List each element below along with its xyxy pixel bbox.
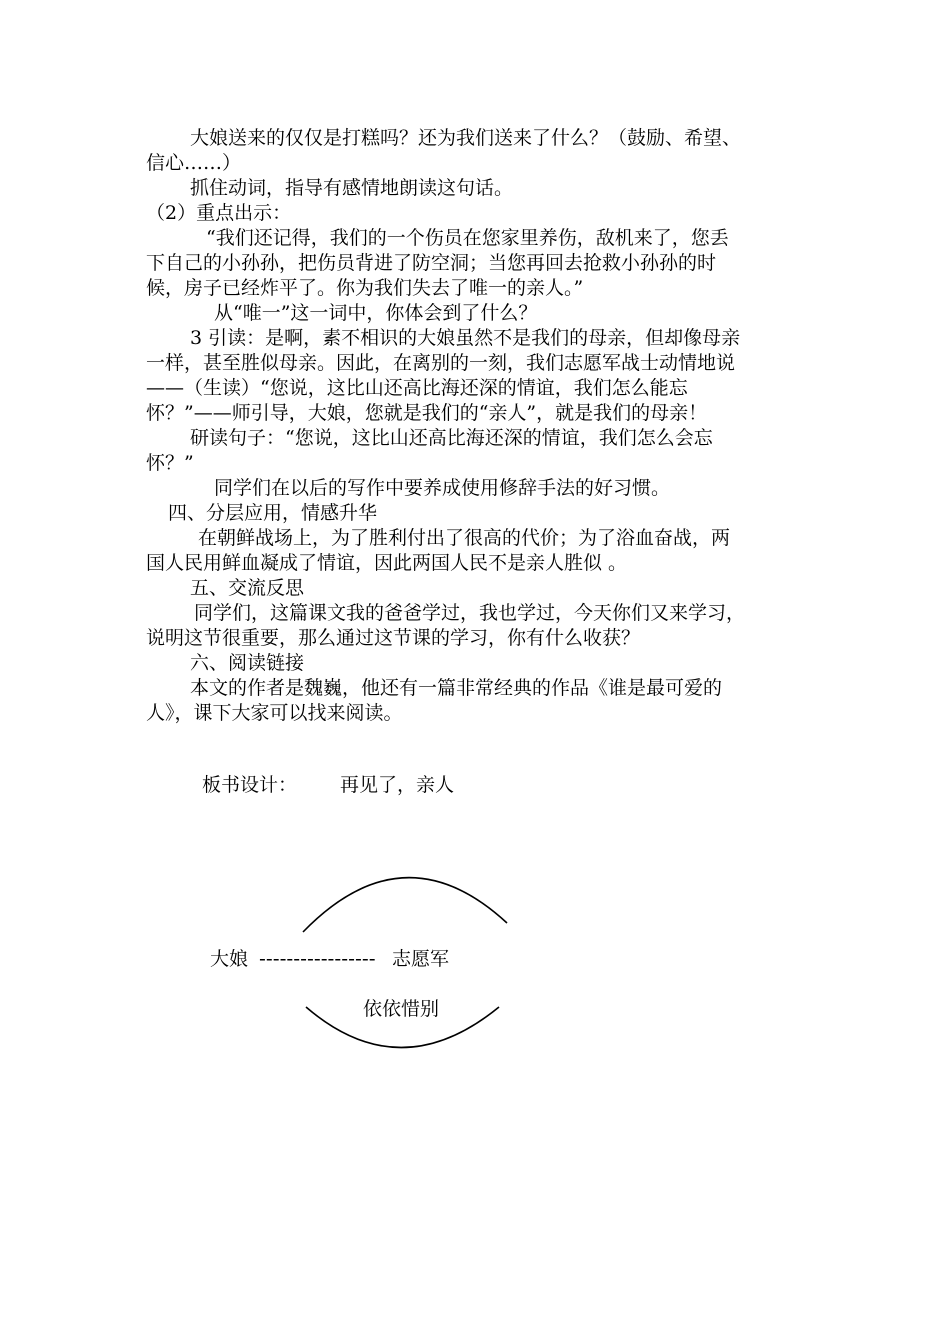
- text-line: 抓住动词，指导有感情地朗读这句话。: [190, 177, 514, 199]
- diagram-left-label: 大娘: [210, 948, 249, 970]
- diagram-bottom-label: 依依惜别: [363, 998, 440, 1020]
- text-line: 人》，课下大家可以找来阅读。: [146, 702, 403, 724]
- text-line: 从“唯一”这一词中，你体会到了什么？: [214, 302, 538, 324]
- text-line: 同学们，这篇课文我的爸爸学过，我也学过，今天你们又来学习，: [194, 602, 746, 624]
- text-line: 研读句子：“您说，这比山还高比海还深的情谊，我们怎么会忘: [190, 427, 713, 449]
- text-line: 怀？”: [146, 452, 194, 474]
- text-line: 候，房子已经炸平了。你为我们失去了唯一的亲人。”: [146, 277, 584, 299]
- text-line: 下自己的小孙孙，把伤员背进了防空洞；当您再回去抢救小孙孙的时: [146, 252, 717, 274]
- text-line: 信心……）: [146, 152, 242, 174]
- text-line: ——（生读）“您说，这比山还高比海还深的情谊，我们怎么能忘: [146, 377, 688, 399]
- text-line: “我们还记得，我们的一个伤员在您家里养伤，敌机来了，您丢: [206, 227, 729, 249]
- text-line: 国人民用鲜血凝成了情谊，因此两国人民不是亲人胜似 。: [146, 552, 628, 574]
- section-heading: 五、交流反思: [190, 577, 305, 599]
- text-line: 大娘送来的仅仅是打糕吗？还为我们送来了什么？（鼓励、希望、: [190, 127, 742, 149]
- text-line: 本文的作者是魏巍，他还有一篇非常经典的作品《谁是最可爱的: [190, 677, 723, 699]
- board-design-title: 再见了，亲人: [340, 774, 455, 796]
- section-heading: 四、分层应用，情感升华: [168, 502, 378, 524]
- text-line: 3 引读：是啊，素不相识的大娘虽然不是我们的母亲，但却像母亲: [190, 327, 741, 349]
- section-heading: （2）重点出示：: [146, 202, 292, 224]
- top-arc: [303, 878, 507, 932]
- text-line: 同学们在以后的写作中要养成使用修辞手法的好习惯。: [214, 477, 671, 499]
- board-design-label: 板书设计：: [202, 774, 298, 796]
- text-line: 一样，甚至胜似母亲。因此，在离别的一刻，我们志愿军战士动情地说: [146, 352, 736, 374]
- diagram-dashes: -----------------: [259, 948, 376, 970]
- diagram-right-label: 志愿军: [392, 948, 450, 970]
- section-heading: 六、阅读链接: [190, 652, 305, 674]
- text-line: 怀？”——师引导，大娘，您就是我们的“亲人”，就是我们的母亲！: [146, 402, 708, 424]
- text-line: 在朝鲜战场上，为了胜利付出了很高的代价；为了浴血奋战，两: [198, 527, 731, 549]
- text-line: 说明这节很重要，那么通过这节课的学习，你有什么收获？: [146, 627, 641, 649]
